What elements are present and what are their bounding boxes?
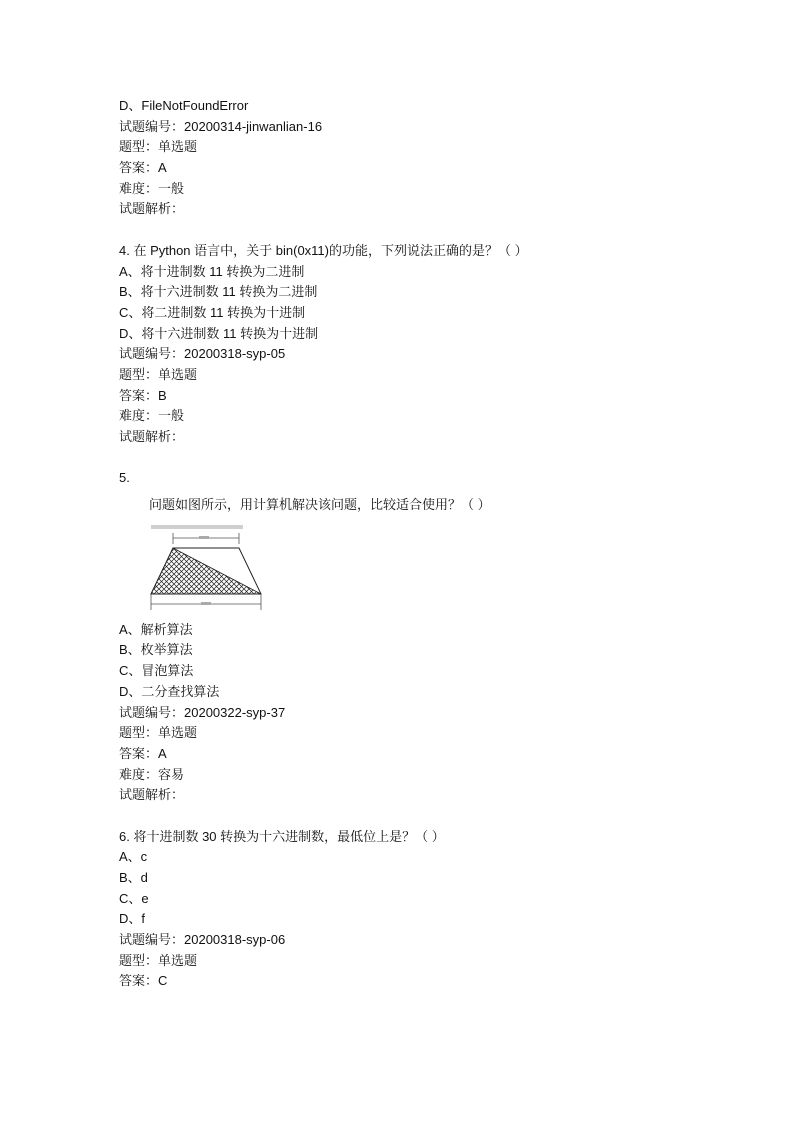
spacer (119, 220, 719, 241)
q4-answer: 答案：B (119, 387, 167, 403)
q6-stem: 6. 将十进制数 30 转换为十六进制数，最低位上是？（ ） (119, 828, 445, 844)
q6-option-b: B、d (119, 870, 148, 885)
spacer (119, 448, 719, 469)
q6-id: 试题编号：20200318-syp-06 (119, 932, 286, 948)
q4-type: 题型：单选题 (119, 366, 198, 382)
q5-type: 题型：单选题 (119, 725, 198, 741)
q4-option-a: A、将十进制数 11 转换为二进制 (119, 263, 305, 279)
document-content (119, 96, 719, 992)
q6-option-a: A、c (119, 849, 148, 865)
q3-option-d: D、FileNotFoundError (119, 98, 249, 113)
q5-id: 试题编号：20200322-syp-37 (119, 704, 286, 720)
q4-option-c: C、将二进制数 11 转换为十进制 (119, 304, 306, 320)
q5-analysis: 试题解析： (119, 787, 185, 803)
q5-option-d: D、二分查找算法 (119, 683, 220, 699)
spacer (119, 806, 719, 827)
q4-stem: 4. 在 Python 语言中，关于 bin(0x11)的功能，下列说法正确的是？（ ） (119, 242, 528, 258)
q5-figure-trapezoid (149, 524, 267, 614)
q5-option-a: A、解析算法 (119, 621, 193, 637)
q4-analysis: 试题解析： (119, 429, 185, 444)
q3-difficulty: 难度：一般 (119, 180, 185, 196)
q4-difficulty: 难度：一般 (119, 408, 185, 424)
figure-caption-blur (151, 525, 243, 529)
hatched-triangle (151, 548, 261, 594)
trapezoid-diagram (149, 524, 267, 614)
top-dimension-label-blur (199, 536, 209, 539)
q6-answer: 答案：C (119, 973, 168, 989)
q5-difficulty: 难度：容易 (119, 766, 185, 782)
q6-option-c: C、e (119, 890, 149, 906)
q4-option-d: D、将十六进制数 11 转换为十进制 (119, 325, 319, 341)
bottom-dimension-label-blur (201, 602, 211, 605)
q6-type: 题型：单选题 (119, 952, 198, 968)
q5-option-c: C、冒泡算法 (119, 663, 194, 679)
q5-option-b: B、枚举算法 (119, 642, 193, 658)
q5-answer: 答案：A (119, 745, 167, 761)
q5-number: 5. (119, 470, 130, 486)
q3-id: 试题编号：20200314-jinwanlian-16 (119, 118, 323, 134)
q4-id: 试题编号：20200318-syp-05 (119, 346, 286, 362)
q6-option-d: D、f (119, 911, 146, 927)
q3-answer: 答案：A (119, 160, 167, 176)
q4-option-b: B、将十六进制数 11 转换为二进制 (119, 284, 318, 300)
q3-analysis: 试题解析： (119, 201, 185, 217)
q3-type: 题型：单选题 (119, 139, 198, 155)
q5-stem: 问题如图所示，用计算机解决该问题，比较适合使用？（ ） (149, 497, 491, 513)
